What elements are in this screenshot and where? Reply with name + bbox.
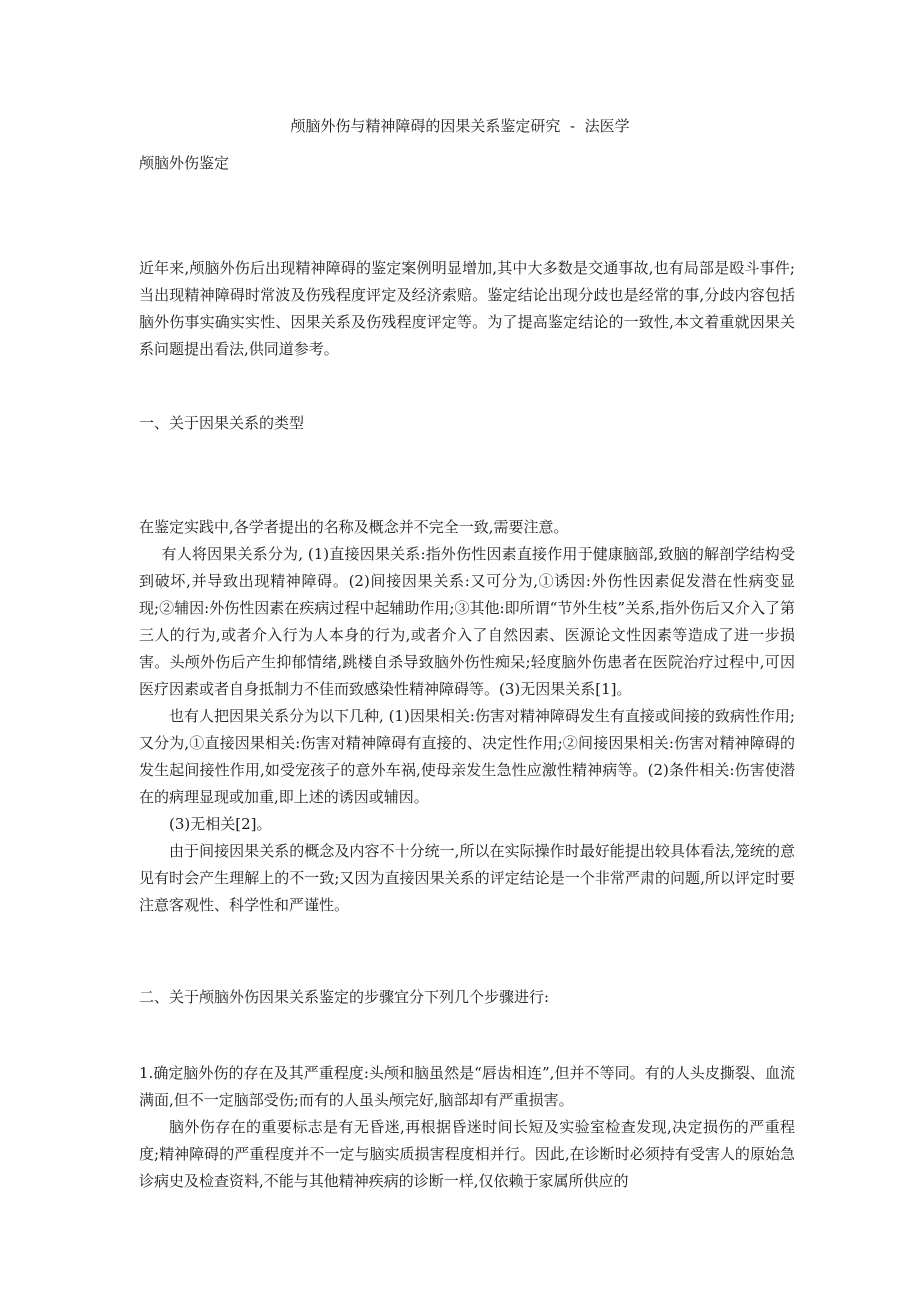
document-title: 颅脑外伤与精神障碍的因果关系鉴定研究 - 法医学 bbox=[290, 117, 630, 135]
section-2-paragraph: 1.确定脑外伤的存在及其严重程度:头颅和脑虽然是“唇齿相连”,但并不等同。有的人头皮撕裂、血流满面,但不一定脑部受伤;而有的人虽头颅完好,脑部却有严重损害。 bbox=[139, 1064, 795, 1109]
intro-paragraph bbox=[139, 255, 795, 363]
document-subtitle: 颅脑外伤鉴定 bbox=[139, 154, 230, 172]
section-2-heading: 二、关于颅脑外伤因果关系鉴定的步骤宜分下列几个步骤进行: bbox=[139, 988, 550, 1006]
section-1-paragraph: (3)无相关[2]。 bbox=[169, 815, 272, 833]
section-1-paragraph: 有人将因果关系分为, (1)直接因果关系:指外伤性因素直接作用于健康脑部,致脑的解剖学结构受到破坏,并导致出现精神障碍。(2)间接因果关系:又可分为,①诱因:外伤性因素促发潜在性病变显现;②辅因:外伤性因素在疾病过程中起辅助作用;③其他:即所谓“节外生枝”关系,指外伤后又介入了第三人的行为,或者介入行为人本身的行为,或者介入了自然因素、医源论文性因素等造成了进一步损害。头颅外伤后产生抑郁情绪,跳楼自杀导致脑外伤性痴呆;轻度脑外伤患者在医院治疗过程中,可因医疗因素或者自身抵制力不佳而致感染性精神障碍等。(3)无因果关系[1]。 bbox=[139, 545, 795, 698]
section-1-paragraph: 也有人把因果关系分为以下几种, (1)因果相关:伤害对精神障碍发生有直接或间接的致病性作用;又分为,①直接因果相关:伤害对精神障碍有直接的、决定性作用;②间接因果相关:伤害对精神障碍的发生起间接性作用,如受宠孩子的意外车祸,使母亲发生急性应激性精神病等。(2)条件相关:伤害使潜在的病理显现或加重,即上述的诱因或辅因。 bbox=[139, 707, 795, 806]
section-2-paragraph: 脑外伤存在的重要标志是有无昏迷,再根据昏迷时间长短及实验室检查发现,决定损伤的严重程度;精神障碍的严重程度并不一定与脑实质损害程度相并行。因此,在诊断时必须持有受害人的原始急诊病史及检查资料,不能与其他精神疾病的诊断一样,仅依赖于家属所供应的 bbox=[139, 1118, 795, 1190]
section-1-paragraph: 在鉴定实践中,各学者提出的名称及概念并不完全一致,需要注意。 bbox=[139, 518, 569, 536]
intro-text: 近年来,颅脑外伤后出现精神障碍的鉴定案例明显增加,其中大多数是交通事故,也有局部是殴斗事件;当出现精神障碍时常波及伤残程度评定及经济索赔。鉴定结论出现分歧也是经常的事,分歧内容包括脑外伤事实确实实性、因果关系及伤残程度评定等。为了提高鉴定结论的一致性,本文着重就因果关系问题提出看法,供同道参考。 bbox=[139, 259, 795, 358]
section-1-body bbox=[139, 514, 795, 919]
section-2-body bbox=[139, 1060, 795, 1195]
section-1-heading: 一、关于因果关系的类型 bbox=[139, 414, 305, 432]
section-1-paragraph: 由于间接因果关系的概念及内容不十分统一,所以在实际操作时最好能提出较具体看法,笼统的意见有时会产生理解上的不一致;又因为直接因果关系的评定结论是一个非常严肃的问题,所以评定时要注意客观性、科学性和严谨性。 bbox=[139, 842, 795, 914]
